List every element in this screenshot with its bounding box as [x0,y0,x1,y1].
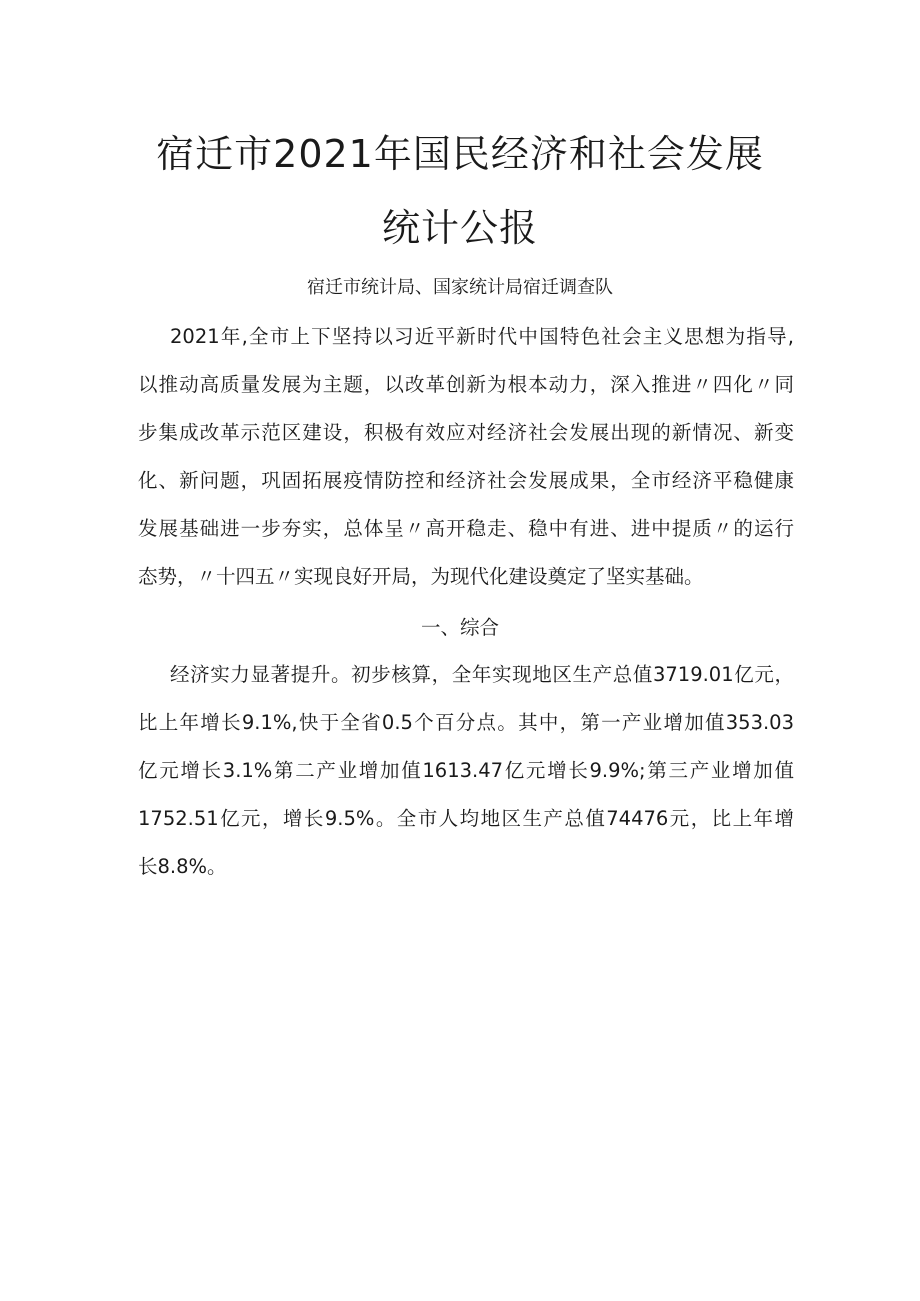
paragraph-line: 比上年增长9.1%,快于全省0.5个百分点。其中，第一产业增加值353.03 [138,711,794,734]
paragraph-line: 化、新问题，巩固拓展疫情防控和经济社会发展成果，全市经济平稳健康 [138,469,794,492]
paragraph-line: 长8.8%。 [138,855,227,878]
paragraph-line: 经济实力显著提升。初步核算，全年实现地区生产总值3719.01亿元， [170,663,794,686]
document-title-line-2: 统计公报 [381,206,538,250]
section-heading: 一、综合 [420,616,499,639]
document-title-line-1: 宿迁市2021年国民经济和社会发展 [156,132,764,176]
paragraph-line: 步集成改革示范区建设，积极有效应对经济社会发展出现的新情况、新变 [138,421,794,444]
paragraph-line: 1752.51亿元，增长9.5%。全市人均地区生产总值74476元，比上年增 [138,807,794,830]
paragraph-line: 发展基础进一步夯实，总体呈〃高开稳走、稳中有进、进中提质〃的运行 [138,517,794,540]
intro-paragraph [138,313,794,601]
economy-paragraph [138,651,794,891]
paragraph-line: 态势，〃十四五〃实现良好开局，为现代化建设奠定了坚实基础。 [138,565,704,588]
document-subtitle: 宿迁市统计局、国家统计局宿迁调查队 [307,277,613,298]
paragraph-line: 亿元增长3.1%第二产业增加值1613.47亿元增长9.9%;第三产业增加值 [138,759,794,782]
paragraph-line: 以推动高质量发展为主题，以改革创新为根本动力，深入推进〃四化〃同 [138,373,794,396]
paragraph-line: 2021年,全市上下坚持以习近平新时代中国特色社会主义思想为指导, [170,325,794,348]
